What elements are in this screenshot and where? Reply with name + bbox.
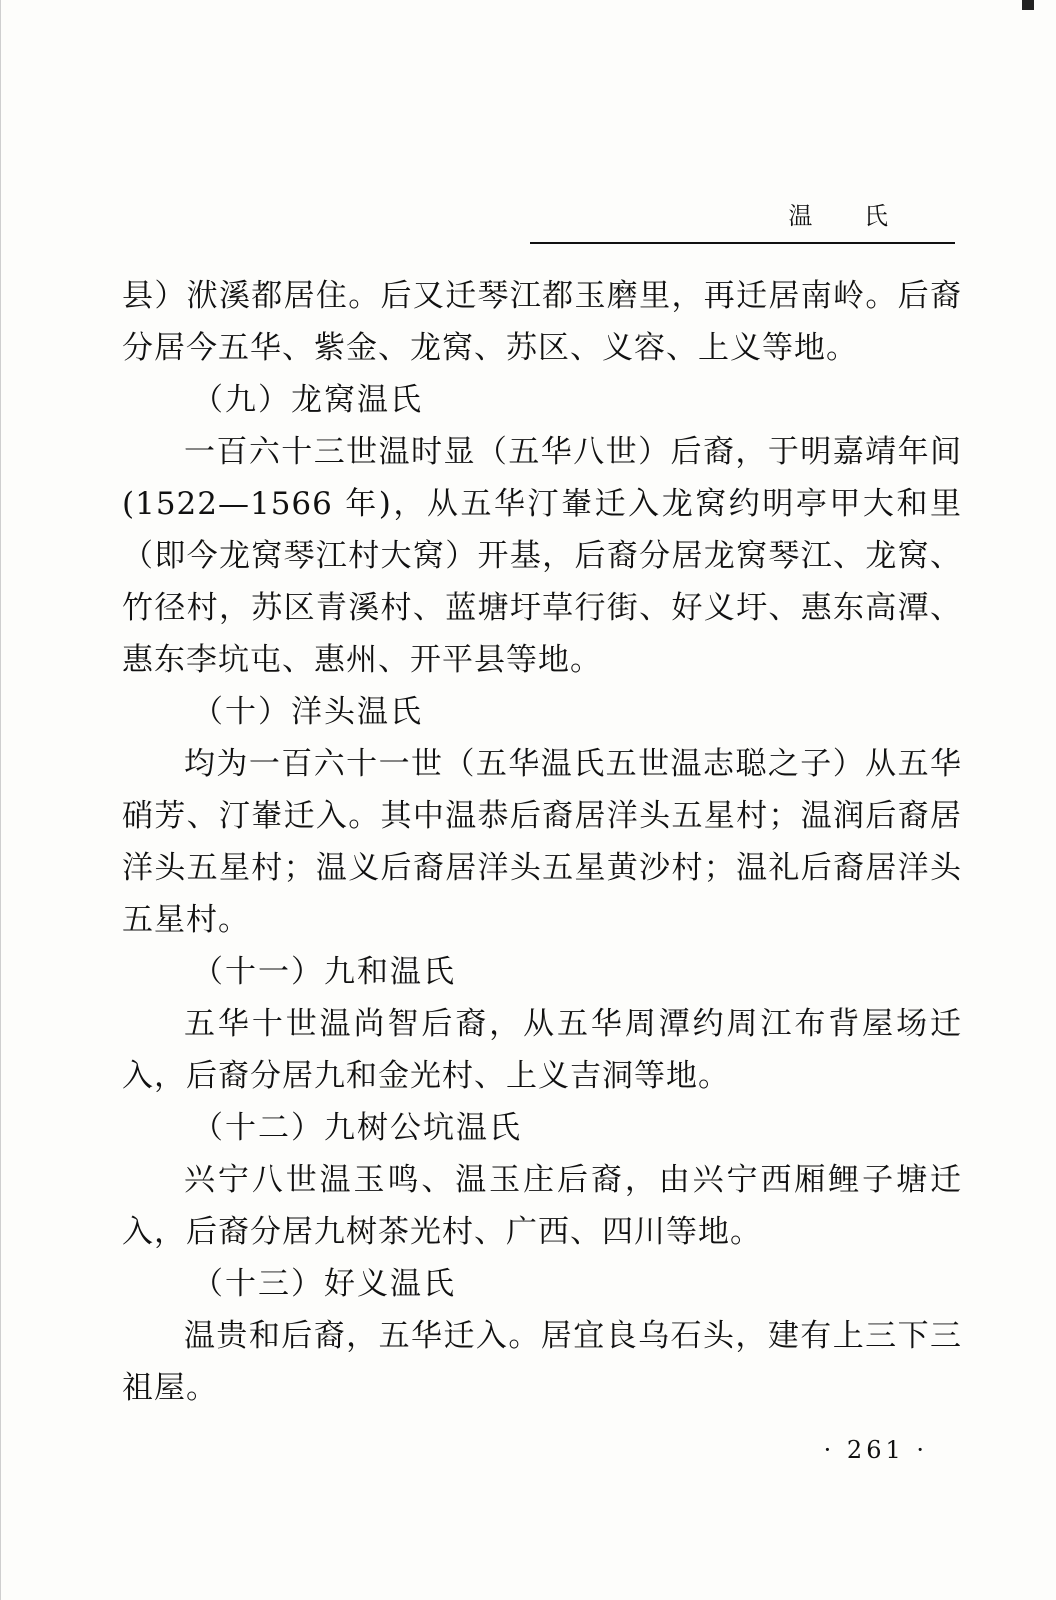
section-heading: （十二）九树公坑温氏 (192, 1110, 522, 1146)
section-heading: （十一）九和温氏 (192, 954, 456, 990)
header-rule (530, 242, 955, 244)
section-heading: （十三）好义温氏 (192, 1266, 456, 1302)
section-heading: （九）龙窝温氏 (192, 382, 423, 418)
paragraph: 均为一百六十一世（五华温氏五世温志聪之子）从五华硝芳、汀輋迁入。其中温恭后裔居洋头五星村；温润后裔居洋头五星村；温义后裔居洋头五星黄沙村；温礼后裔居洋头五星村。 (122, 746, 962, 938)
paragraph: 一百六十三世温时显（五华八世）后裔，于明嘉靖年间(1522—1566 年)，从五华汀輋迁入龙窝约明亭甲大和里（即今龙窝琴江村大窝）开基，后裔分居龙窝琴江、龙窝、竹径村，苏区青溪村、蓝塘圩草行街、好义圩、惠东高潭、惠东李坑屯、惠州、开平县等地。 (122, 434, 962, 678)
paragraph: 兴宁八世温玉鸣、温玉庄后裔，由兴宁西厢鲤子塘迁入，后裔分居九树茶光村、广西、四川等地。 (122, 1162, 962, 1250)
running-head: 温 氏 (788, 202, 910, 230)
page-number: · 261 · (823, 1436, 928, 1464)
paragraph: 县）洑溪都居住。后又迁琴江都玉磨里，再迁居南岭。后裔分居今五华、紫金、龙窝、苏区、义容、上义等地。 (122, 278, 962, 366)
paragraph: 五华十世温尚智后裔，从五华周潭约周江布背屋场迁入，后裔分居九和金光村、上义吉洞等地。 (122, 1006, 962, 1094)
scan-edge (0, 0, 1, 1600)
scan-corner-mark (1022, 0, 1034, 10)
body-text (122, 270, 962, 1414)
paragraph: 温贵和后裔，五华迁入。居宜良乌石头，建有上三下三祖屋。 (122, 1318, 962, 1406)
section-heading: （十）洋头温氏 (192, 694, 423, 730)
